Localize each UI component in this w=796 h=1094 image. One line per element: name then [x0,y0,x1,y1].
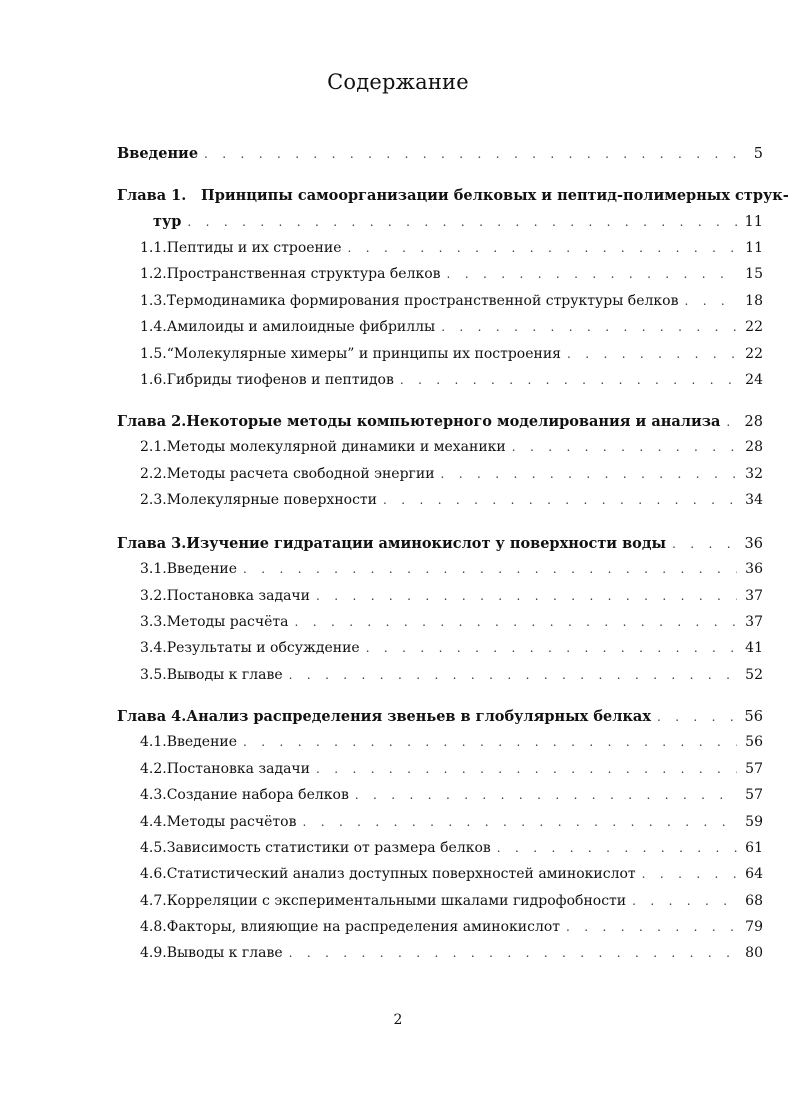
entry-page: 28 [745,439,763,455]
toc-section[interactable] [140,492,763,514]
entry-page: 80 [745,945,763,961]
section-number: 3.4. [140,640,167,656]
chapter-title-cont: тур [153,213,182,230]
dot-leader [383,493,737,507]
entry-page: 15 [745,266,763,282]
toc-section[interactable] [140,319,763,341]
section-number: 4.2. [140,761,167,777]
section-number: 1.6. [140,372,167,388]
dot-leader [441,320,737,334]
section-number: 4.9. [140,945,167,961]
toc-section[interactable] [140,266,763,288]
section-title: Создание набора белков [166,787,349,803]
section-number: 2.2. [140,466,167,482]
dot-leader [316,762,737,776]
section-title: Постановка задачи [166,761,311,777]
dot-leader [642,867,737,881]
section-title: Факторы, влияющие на распределения аминокислот [166,919,561,935]
toc-section[interactable] [140,667,763,689]
toc-section[interactable] [140,787,763,809]
section-number: 2.1. [140,439,167,455]
dot-leader [243,562,737,576]
dot-leader [567,347,737,361]
section-title: Выводы к главе [166,945,283,961]
toc-section[interactable] [140,640,763,662]
entry-page: 56 [745,734,763,750]
chapter-number: Глава 3. [117,535,187,552]
chapter-title: Изучение гидратации аминокислот у поверхности воды [186,535,667,552]
dot-leader [684,294,737,308]
entry-page: 11 [745,240,763,256]
toc-entry-intro[interactable] [117,145,763,167]
dot-leader [441,467,737,481]
entry-page: 68 [745,893,763,909]
section-title: Корреляции с экспериментальными шкалами гидрофобности [166,893,627,909]
entry-page: 64 [745,866,763,882]
toc-section[interactable] [140,893,763,915]
entry-page: 52 [745,667,763,683]
section-title: Амилоиды и амилоидные фибриллы [166,319,436,335]
entry-page: 24 [745,372,763,388]
section-title: Постановка задачи [166,588,311,604]
section-title: Пространственная структура белков [166,266,441,282]
toc-section[interactable] [140,372,763,394]
toc-section[interactable] [140,866,763,888]
entry-page: 36 [744,536,763,552]
section-number: 2.3. [140,492,167,508]
section-title: Молекулярные поверхности [166,492,378,508]
dot-leader [657,710,737,724]
entry-page: 79 [745,919,763,935]
section-number: 4.5. [140,840,167,856]
section-title: Пептиды и их строение [166,240,342,256]
toc-section[interactable] [140,814,763,836]
entry-page: 41 [745,640,763,656]
entry-page: 36 [745,561,763,577]
dot-leader [348,241,738,255]
section-number: 1.5. [140,346,167,362]
section-title: Методы расчёта [166,614,289,630]
section-title: Введение [166,734,238,750]
dot-leader [566,920,737,934]
section-title: Результаты и обсуждение [166,640,360,656]
entry-page: 57 [745,761,763,777]
chapter-title: Анализ распределения звеньев в глобулярных белках [186,708,651,725]
page-title: Содержание [327,70,469,94]
toc-section[interactable] [140,439,763,461]
toc-chapter-1[interactable] [153,213,763,235]
section-number: 4.7. [140,893,167,909]
dot-leader [243,735,737,749]
entry-page: 5 [753,146,763,162]
toc-chapter-4[interactable] [117,708,763,730]
entry-page: 11 [744,214,763,230]
toc-chapter-1-title[interactable] [117,187,789,204]
dot-leader [726,415,737,429]
toc-section[interactable] [140,466,763,488]
dot-leader [187,215,737,229]
section-title: Методы молекулярной динамики и механики [166,439,506,455]
section-title: Статистический анализ доступных поверхностей аминокислот [166,866,636,882]
entry-page: 32 [745,466,763,482]
section-title: Термодинамика формирования пространственной структуры белков [166,293,679,309]
dot-leader [512,440,737,454]
dot-leader [447,267,737,281]
dot-leader [632,894,737,908]
dot-leader [316,589,737,603]
toc-section[interactable] [140,734,763,756]
section-number: 1.3. [140,293,167,309]
chapter-title: Принципы самоорганизации белковых и пептид-полимерных струк- [201,187,789,204]
dot-leader [289,946,737,960]
section-number: 3.2. [140,588,167,604]
section-number: 4.1. [140,734,167,750]
toc-chapter-2[interactable] [117,413,763,435]
entry-page: 22 [745,346,763,362]
entry-page: 28 [744,414,763,430]
toc-section[interactable] [140,945,763,967]
section-title: Зависимость статистики от размера белков [166,840,491,856]
toc-section[interactable] [140,761,763,783]
dot-leader [672,537,737,551]
toc-section[interactable] [140,346,763,368]
toc-section[interactable] [140,919,763,941]
toc-section[interactable] [140,561,763,583]
toc-section[interactable] [140,840,763,862]
entry-page: 37 [745,588,763,604]
section-number: 4.8. [140,919,167,935]
section-title: Методы расчета свободной энергии [166,466,435,482]
entry-page: 37 [745,614,763,630]
toc-section[interactable] [140,293,763,315]
dot-leader [400,373,737,387]
dot-leader [204,147,737,161]
section-number: 4.4. [140,814,167,830]
section-number: 3.1. [140,561,167,577]
dot-leader [497,841,737,855]
dot-leader [295,615,737,629]
dot-leader [355,788,737,802]
entry-page: 22 [745,319,763,335]
toc-section[interactable] [140,240,763,262]
section-number: 4.6. [140,866,167,882]
entry-page: 18 [745,293,763,309]
entry-page: 57 [745,787,763,803]
page-number: 2 [393,1012,403,1028]
toc-chapter-3[interactable] [117,535,763,557]
entry-page: 61 [745,840,763,856]
section-title: Введение [166,561,238,577]
section-title: Гибриды тиофенов и пептидов [166,372,394,388]
section-number: 1.4. [140,319,167,335]
chapter-title: Некоторые методы компьютерного моделирования и анализа [186,413,721,430]
section-title: Методы расчётов [166,814,297,830]
chapter-number: Глава 2. [117,413,187,430]
section-number: 1.2. [140,266,167,282]
section-number: 1.1. [140,240,167,256]
section-number: 3.3. [140,614,167,630]
dot-leader [289,668,737,682]
section-number: 3.5. [140,667,167,683]
toc-section[interactable] [140,614,763,636]
section-title: “Молекулярные химеры” и принципы их построения [166,346,562,362]
dot-leader [302,815,737,829]
entry-title: Введение [117,145,199,162]
section-title: Выводы к главе [166,667,283,683]
section-number: 4.3. [140,787,167,803]
chapter-number: Глава 4. [117,708,187,725]
dot-leader [366,641,737,655]
toc-section[interactable] [140,588,763,610]
entry-page: 56 [744,709,763,725]
chapter-number: Глава 1. [117,187,187,204]
entry-page: 59 [745,814,763,830]
entry-page: 34 [745,492,763,508]
